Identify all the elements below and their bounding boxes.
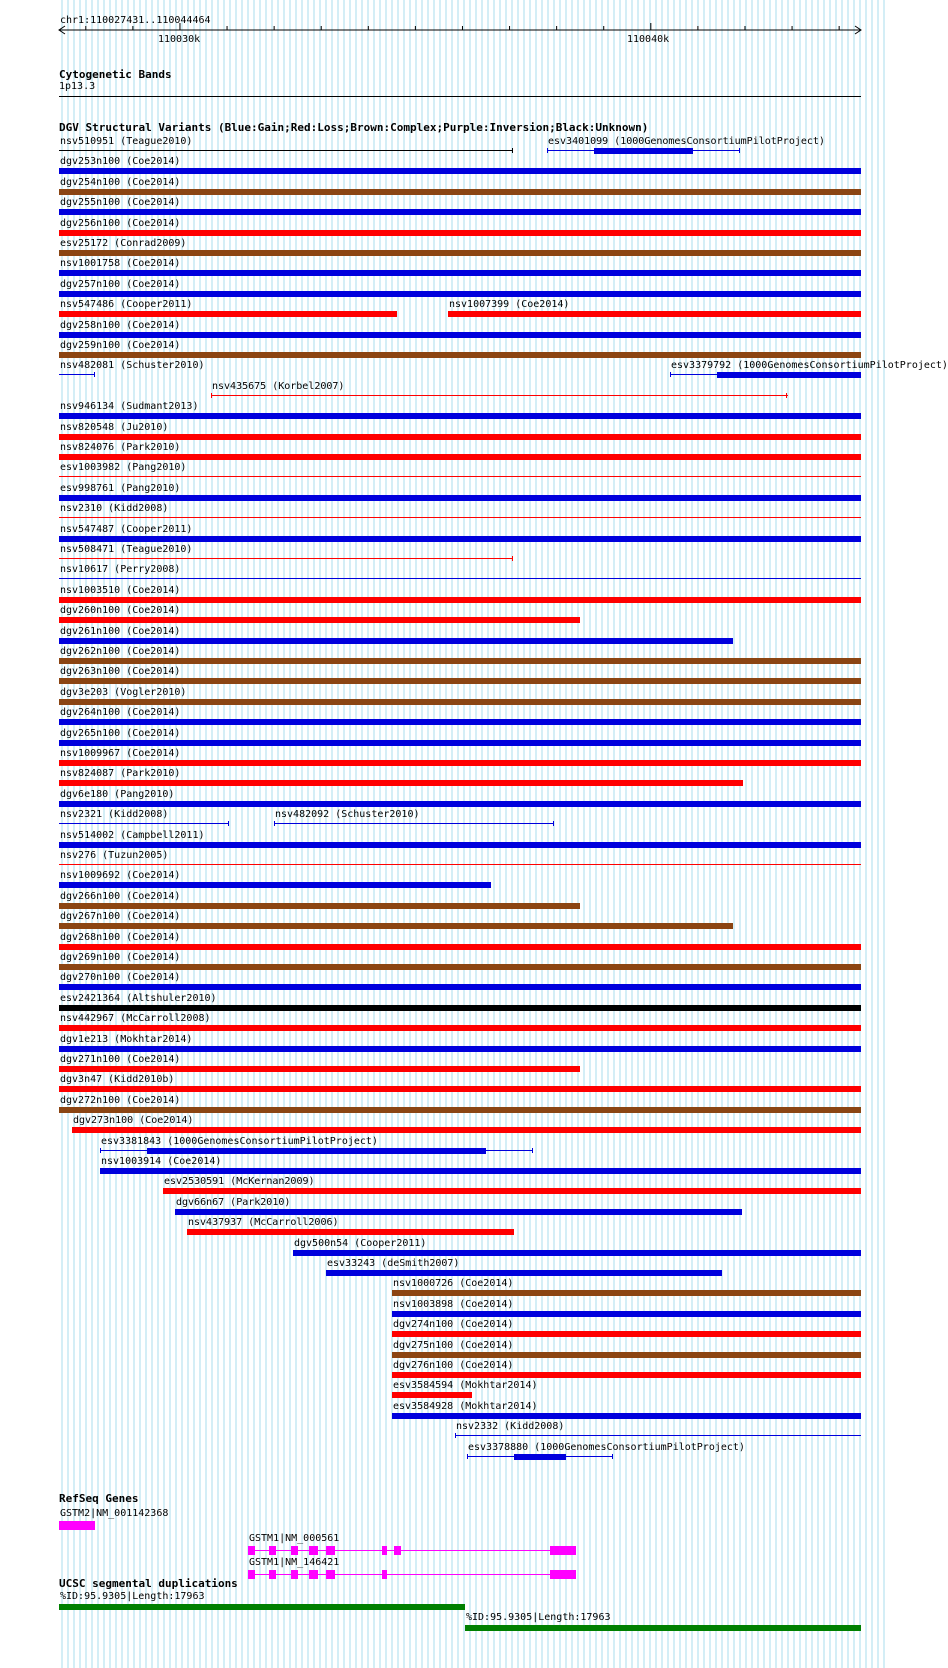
refseq-gene-exon[interactable] xyxy=(550,1546,576,1555)
dgv-variant-bar[interactable] xyxy=(59,760,861,766)
dgv-variant-label[interactable]: nsv824087 (Park2010) xyxy=(60,768,181,779)
dgv-variant-bar[interactable] xyxy=(59,780,743,786)
refseq-track-title[interactable]: RefSeq Genes xyxy=(59,1492,139,1505)
dgv-variant-bar[interactable] xyxy=(59,209,861,215)
segdup-bar[interactable] xyxy=(59,1604,465,1610)
ruler-tick-label-2: 110040k xyxy=(627,34,670,45)
dgv-variant-bar[interactable] xyxy=(59,168,861,174)
dgv-variant-bar[interactable] xyxy=(59,1046,861,1052)
dgv-variant-line[interactable] xyxy=(59,374,95,375)
dgv-variant-bar[interactable] xyxy=(175,1209,742,1215)
dgv-variant-bar[interactable] xyxy=(59,882,491,888)
dgv-variant-label[interactable]: dgv264n100 (Coe2014) xyxy=(60,707,181,718)
dgv-variant-bar[interactable] xyxy=(59,1005,861,1011)
dgv-variant-label[interactable]: nsv1009692 (Coe2014) xyxy=(60,870,181,881)
dgv-variant-cap[interactable] xyxy=(547,148,548,153)
dgv-variant-cap[interactable] xyxy=(786,393,787,398)
dgv-variant-bar[interactable] xyxy=(100,1168,861,1174)
dgv-variant-bar[interactable] xyxy=(59,230,861,236)
dgv-variant-label[interactable]: dgv271n100 (Coe2014) xyxy=(60,1054,181,1065)
dgv-variant-bar[interactable] xyxy=(59,842,861,848)
dgv-variant-bar[interactable] xyxy=(59,1066,580,1072)
dgv-variant-bar[interactable] xyxy=(326,1270,722,1276)
dgv-variant-label[interactable]: nsv1003510 (Coe2014) xyxy=(60,585,181,596)
refseq-gene-exon[interactable] xyxy=(394,1546,401,1555)
dgv-variant-label[interactable]: nsv1007399 (Coe2014) xyxy=(449,299,570,310)
dgv-variant-bar[interactable] xyxy=(59,270,861,276)
dgv-variant-label[interactable]: dgv500n54 (Cooper2011) xyxy=(294,1238,427,1249)
dgv-variant-label[interactable]: dgv253n100 (Coe2014) xyxy=(60,156,181,167)
dgv-variant-cap[interactable] xyxy=(100,1148,101,1153)
dgv-variant-bar[interactable] xyxy=(59,454,861,460)
dgv-variant-bar[interactable] xyxy=(59,434,861,440)
dgv-variant-label[interactable]: nsv824076 (Park2010) xyxy=(60,442,181,453)
dgv-variant-label[interactable]: nsv2310 (Kidd2008) xyxy=(60,503,169,514)
dgv-variant-label[interactable]: esv2530591 (McKernan2009) xyxy=(164,1176,315,1187)
dgv-variant-label[interactable]: nsv820548 (Ju2010) xyxy=(60,422,169,433)
dgv-variant-bar[interactable] xyxy=(59,903,580,909)
dgv-variant-bar[interactable] xyxy=(59,1025,861,1031)
dgv-variant-label[interactable]: esv1003982 (Pang2010) xyxy=(60,462,187,473)
segdup-bar[interactable] xyxy=(465,1625,861,1631)
refseq-gene-exon[interactable] xyxy=(291,1546,298,1555)
dgv-variant-core[interactable] xyxy=(514,1454,566,1460)
dgv-variant-label[interactable]: esv33243 (deSmith2007) xyxy=(327,1258,460,1269)
dgv-variant-label[interactable]: esv3584928 (Mokhtar2014) xyxy=(393,1401,538,1412)
dgv-variant-cap[interactable] xyxy=(455,1433,456,1438)
dgv-variant-cap[interactable] xyxy=(211,393,212,398)
dgv-variant-cap[interactable] xyxy=(670,372,671,377)
dgv-variant-label[interactable]: dgv260n100 (Coe2014) xyxy=(60,605,181,616)
dgv-variant-label[interactable]: dgv258n100 (Coe2014) xyxy=(60,320,181,331)
dgv-variant-label[interactable]: nsv1000726 (Coe2014) xyxy=(393,1278,514,1289)
dgv-variant-bar[interactable] xyxy=(59,617,580,623)
dgv-variant-label[interactable]: dgv265n100 (Coe2014) xyxy=(60,728,181,739)
dgv-variant-bar[interactable] xyxy=(59,658,861,664)
dgv-variant-label[interactable]: nsv442967 (McCarroll2008) xyxy=(60,1013,211,1024)
dgv-variant-line[interactable] xyxy=(59,476,861,477)
dgv-variant-label[interactable]: nsv10617 (Perry2008) xyxy=(60,564,181,575)
dgv-variant-cap[interactable] xyxy=(512,148,513,153)
dgv-variant-cap[interactable] xyxy=(739,148,740,153)
dgv-variant-label[interactable]: dgv6e180 (Pang2010) xyxy=(60,789,175,800)
refseq-gene-exon[interactable] xyxy=(382,1570,387,1579)
dgv-variant-label[interactable]: dgv270n100 (Coe2014) xyxy=(60,972,181,983)
dgv-variant-bar[interactable] xyxy=(59,801,861,807)
dgv-variant-label[interactable]: dgv266n100 (Coe2014) xyxy=(60,891,181,902)
cytogenetic-bands-title[interactable]: Cytogenetic Bands xyxy=(59,68,172,81)
refseq-gene-exon[interactable] xyxy=(550,1570,576,1579)
dgv-variant-label[interactable]: nsv1009967 (Coe2014) xyxy=(60,748,181,759)
dgv-variant-line[interactable] xyxy=(274,823,554,824)
dgv-variant-bar[interactable] xyxy=(59,964,861,970)
refseq-gene-exon[interactable] xyxy=(248,1570,255,1579)
dgv-variant-label[interactable]: dgv263n100 (Coe2014) xyxy=(60,666,181,677)
dgv-variant-bar[interactable] xyxy=(59,332,861,338)
dgv-variant-line[interactable] xyxy=(59,823,229,824)
dgv-variant-bar[interactable] xyxy=(392,1372,861,1378)
dgv-variant-label[interactable]: dgv66n67 (Park2010) xyxy=(176,1197,291,1208)
segdup-track-title[interactable]: UCSC segmental duplications xyxy=(59,1577,238,1590)
cytogenetic-band-label: 1p13.3 xyxy=(59,81,96,92)
dgv-variant-bar[interactable] xyxy=(59,719,861,725)
dgv-variant-label[interactable]: nsv1003898 (Coe2014) xyxy=(393,1299,514,1310)
dgv-variant-label[interactable]: nsv514002 (Campbell2011) xyxy=(60,830,205,841)
dgv-variant-line[interactable] xyxy=(455,1435,861,1436)
dgv-variant-bar[interactable] xyxy=(59,250,861,256)
dgv-variant-label[interactable]: esv2421364 (Altshuler2010) xyxy=(60,993,217,1004)
dgv-variant-label[interactable]: dgv256n100 (Coe2014) xyxy=(60,218,181,229)
dgv-variant-bar[interactable] xyxy=(163,1188,861,1194)
dgv-variant-line[interactable] xyxy=(59,578,861,579)
dgv-variant-label[interactable]: dgv272n100 (Coe2014) xyxy=(60,1095,181,1106)
dgv-variant-label[interactable]: nsv482081 (Schuster2010) xyxy=(60,360,205,371)
dgv-variant-bar[interactable] xyxy=(59,352,861,358)
dgv-variant-bar[interactable] xyxy=(59,923,733,929)
dgv-variant-core[interactable] xyxy=(147,1148,486,1154)
dgv-variant-bar[interactable] xyxy=(392,1331,861,1337)
segdup-label[interactable]: %ID:95.9305|Length:17963 xyxy=(60,1591,205,1602)
dgv-variant-line[interactable] xyxy=(59,864,861,865)
dgv-variant-label[interactable]: nsv510951 (Teague2010) xyxy=(60,136,193,147)
dgv-variant-bar[interactable] xyxy=(59,740,861,746)
dgv-variant-bar[interactable] xyxy=(59,291,861,297)
dgv-variant-line[interactable] xyxy=(211,395,788,396)
dgv-variant-label[interactable]: esv3401099 (1000GenomesConsortiumPilotProject) xyxy=(548,136,825,147)
dgv-variant-bar[interactable] xyxy=(59,189,861,195)
dgv-variant-bar[interactable] xyxy=(187,1229,514,1235)
dgv-variant-bar[interactable] xyxy=(59,1107,861,1113)
dgv-variant-label[interactable]: esv3381843 (1000GenomesConsortiumPilotProject) xyxy=(101,1136,378,1147)
dgv-track-title[interactable]: DGV Structural Variants (Blue:Gain;Red:Loss;Brown:Complex;Purple:Inversion;Black:Unknown) xyxy=(59,121,649,134)
dgv-variant-cap[interactable] xyxy=(274,821,275,826)
dgv-variant-bar[interactable] xyxy=(392,1290,861,1296)
refseq-gene-exon[interactable] xyxy=(326,1546,335,1555)
dgv-variant-core[interactable] xyxy=(594,148,693,154)
dgv-variant-line[interactable] xyxy=(59,150,513,151)
dgv-variant-label[interactable]: dgv259n100 (Coe2014) xyxy=(60,340,181,351)
dgv-variant-label[interactable]: nsv1001758 (Coe2014) xyxy=(60,258,181,269)
dgv-variant-bar[interactable] xyxy=(72,1127,861,1133)
dgv-variant-label[interactable]: dgv3n47 (Kidd2010b) xyxy=(60,1074,175,1085)
dgv-variant-label[interactable]: dgv273n100 (Coe2014) xyxy=(73,1115,194,1126)
dgv-variant-label[interactable]: dgv276n100 (Coe2014) xyxy=(393,1360,514,1371)
dgv-variant-cap[interactable] xyxy=(467,1454,468,1459)
ruler-tick-label-1: 110030k xyxy=(158,34,201,45)
dgv-variant-label[interactable]: esv998761 (Pang2010) xyxy=(60,483,181,494)
dgv-variant-bar[interactable] xyxy=(293,1250,861,1256)
dgv-variant-label[interactable]: nsv547487 (Cooper2011) xyxy=(60,524,193,535)
dgv-variant-label[interactable]: dgv254n100 (Coe2014) xyxy=(60,177,181,188)
refseq-gene-exon[interactable] xyxy=(269,1570,276,1579)
segdup-label[interactable]: %ID:95.9305|Length:17963 xyxy=(466,1612,611,1623)
dgv-variant-label[interactable]: esv25172 (Conrad2009) xyxy=(60,238,187,249)
dgv-variant-cap[interactable] xyxy=(228,821,229,826)
refseq-gene-exon[interactable] xyxy=(309,1546,318,1555)
dgv-variant-label[interactable]: nsv482092 (Schuster2010) xyxy=(275,809,420,820)
dgv-variant-label[interactable]: dgv1e213 (Mokhtar2014) xyxy=(60,1034,193,1045)
dgv-variant-label[interactable]: esv3379792 (1000GenomesConsortiumPilotProject) xyxy=(671,360,948,371)
dgv-variant-cap[interactable] xyxy=(94,372,95,377)
dgv-variant-bar[interactable] xyxy=(59,699,861,705)
dgv-variant-label[interactable]: nsv1003914 (Coe2014) xyxy=(101,1156,222,1167)
refseq-gene-exon[interactable] xyxy=(326,1570,335,1579)
dgv-variant-bar[interactable] xyxy=(392,1413,861,1419)
dgv-variant-bar[interactable] xyxy=(59,678,861,684)
dgv-variant-bar[interactable] xyxy=(59,536,861,542)
cytogenetic-band-line xyxy=(59,96,861,97)
dgv-variant-label[interactable]: dgv261n100 (Coe2014) xyxy=(60,626,181,637)
dgv-variant-bar[interactable] xyxy=(59,413,861,419)
dgv-variant-bar[interactable] xyxy=(392,1311,861,1317)
dgv-variant-label[interactable]: nsv437937 (McCarroll2006) xyxy=(188,1217,339,1228)
dgv-variant-label[interactable]: nsv946134 (Sudmant2013) xyxy=(60,401,199,412)
dgv-variant-label[interactable]: dgv275n100 (Coe2014) xyxy=(393,1340,514,1351)
dgv-variant-bar[interactable] xyxy=(59,1086,861,1092)
dgv-variant-cap[interactable] xyxy=(553,821,554,826)
dgv-variant-label[interactable]: esv3584594 (Mokhtar2014) xyxy=(393,1380,538,1391)
dgv-variant-core[interactable] xyxy=(717,372,861,378)
dgv-variant-label[interactable]: nsv508471 (Teague2010) xyxy=(60,544,193,555)
dgv-variant-label[interactable]: dgv262n100 (Coe2014) xyxy=(60,646,181,657)
dgv-variant-bar[interactable] xyxy=(392,1352,861,1358)
dgv-variant-label[interactable]: dgv255n100 (Coe2014) xyxy=(60,197,181,208)
refseq-gene-exon[interactable] xyxy=(382,1546,387,1555)
dgv-variant-label[interactable]: dgv3e203 (Vogler2010) xyxy=(60,687,187,698)
dgv-variant-bar[interactable] xyxy=(59,984,861,990)
dgv-variant-bar[interactable] xyxy=(59,638,733,644)
dgv-variant-label[interactable]: nsv435675 (Korbel2007) xyxy=(212,381,345,392)
dgv-variant-cap[interactable] xyxy=(532,1148,533,1153)
dgv-variant-label[interactable]: esv3378880 (1000GenomesConsortiumPilotProject) xyxy=(468,1442,745,1453)
dgv-variant-label[interactable]: nsv547486 (Cooper2011) xyxy=(60,299,193,310)
refseq-gene-exon[interactable] xyxy=(248,1546,255,1555)
refseq-gene-label[interactable]: GSTM1|NM_146421 xyxy=(249,1557,340,1568)
refseq-gene-exon[interactable] xyxy=(269,1546,276,1555)
dgv-variant-label[interactable]: dgv269n100 (Coe2014) xyxy=(60,952,181,963)
dgv-variant-label[interactable]: nsv2332 (Kidd2008) xyxy=(456,1421,565,1432)
dgv-variant-line[interactable] xyxy=(59,558,513,559)
dgv-variant-bar[interactable] xyxy=(392,1392,472,1398)
dgv-variant-label[interactable]: dgv274n100 (Coe2014) xyxy=(393,1319,514,1330)
dgv-variant-bar[interactable] xyxy=(59,944,861,950)
dgv-variant-cap[interactable] xyxy=(512,556,513,561)
ruler-coordinates: chr1:110027431..110044464 xyxy=(60,15,211,26)
dgv-variant-line[interactable] xyxy=(59,517,861,518)
ruler-axis xyxy=(0,20,890,70)
dgv-variant-cap[interactable] xyxy=(612,1454,613,1459)
dgv-variant-label[interactable]: dgv267n100 (Coe2014) xyxy=(60,911,181,922)
refseq-gene-exon[interactable] xyxy=(309,1570,318,1579)
dgv-variant-bar[interactable] xyxy=(448,311,861,317)
dgv-variant-bar[interactable] xyxy=(59,495,861,501)
refseq-gene-label[interactable]: GSTM2|NM_001142368 xyxy=(60,1508,169,1519)
dgv-variant-label[interactable]: dgv257n100 (Coe2014) xyxy=(60,279,181,290)
dgv-variant-bar[interactable] xyxy=(59,597,861,603)
dgv-variant-bar[interactable] xyxy=(59,311,397,317)
refseq-gene-exon[interactable] xyxy=(291,1570,298,1579)
dgv-variant-label[interactable]: dgv268n100 (Coe2014) xyxy=(60,932,181,943)
dgv-variant-label[interactable]: nsv276 (Tuzun2005) xyxy=(60,850,169,861)
refseq-gene-exon[interactable] xyxy=(59,1521,95,1530)
dgv-variant-label[interactable]: nsv2321 (Kidd2008) xyxy=(60,809,169,820)
refseq-gene-label[interactable]: GSTM1|NM_000561 xyxy=(249,1533,340,1544)
